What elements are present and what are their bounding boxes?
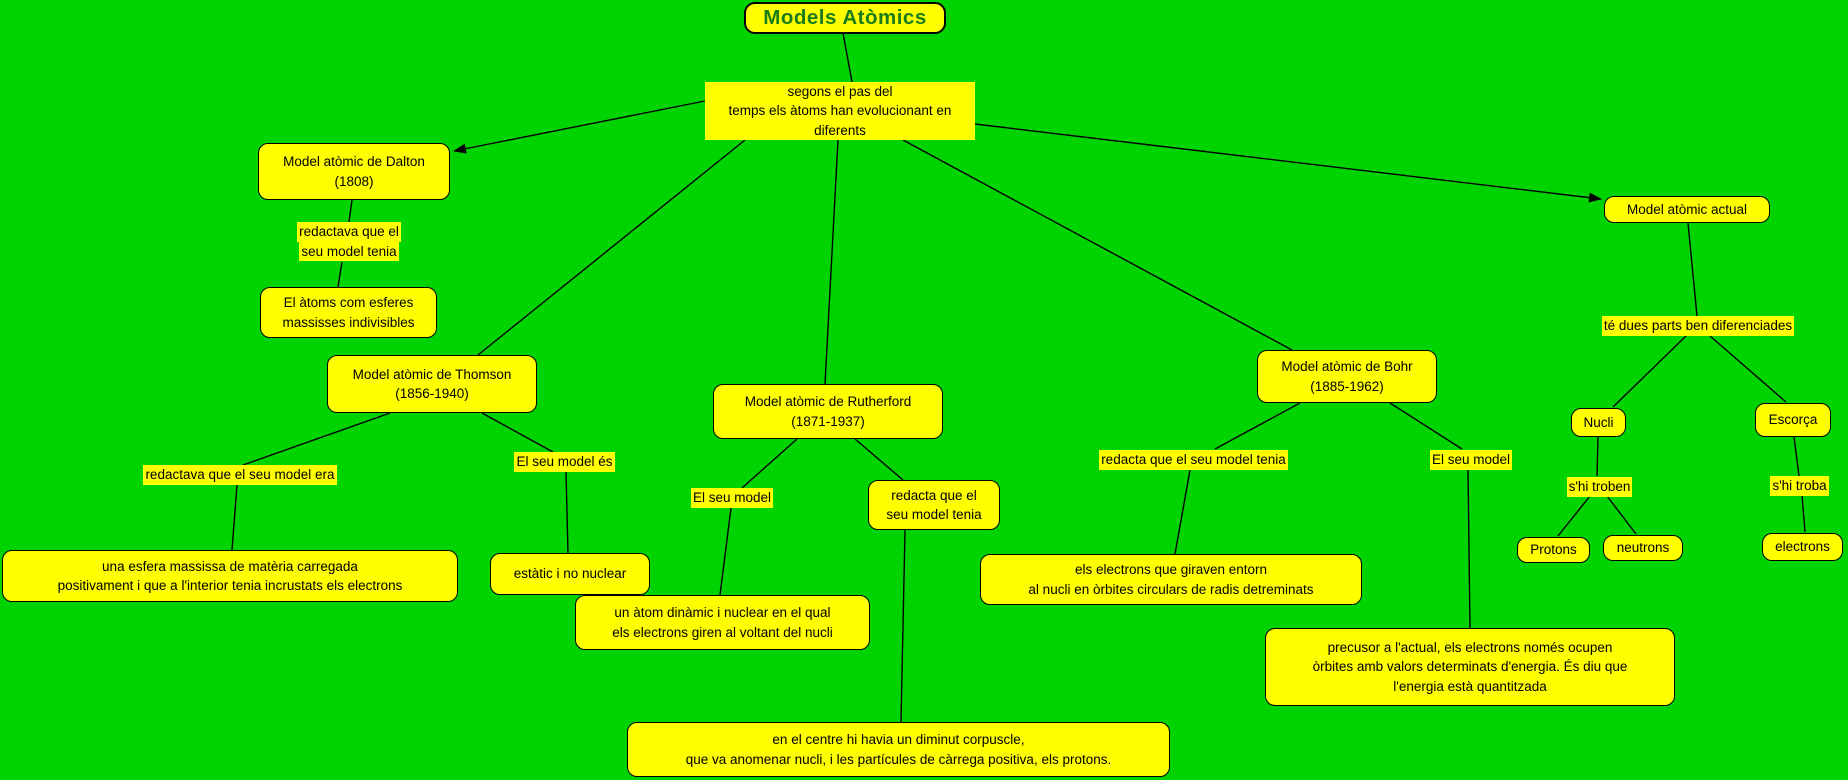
edge-link-to-electrons: [1802, 495, 1805, 532]
edge-link-to-protons: [1558, 496, 1590, 536]
node-thomson-text-line: (1856-1940): [395, 386, 469, 401]
node-neutrons-text-line: neutrons: [1616, 540, 1670, 556]
node-intro-text-line: diferents: [814, 122, 866, 138]
edge-right-link-to-centre: [901, 530, 905, 722]
edge-bohr-to-right-link: [1390, 403, 1462, 449]
edge-nucli-to-link: [1597, 437, 1598, 476]
node-escorca[interactable]: [1755, 403, 1831, 437]
node-rutherford[interactable]: [713, 384, 943, 439]
node-rutherford-desc2[interactable]: [627, 722, 1170, 777]
edge-intro-to-dalton: [454, 101, 705, 151]
node-intro[interactable]: [705, 82, 975, 140]
edge-title-to-intro: [843, 33, 852, 82]
node-thomson-link-left[interactable]: [123, 465, 357, 485]
node-bohr-desc-text-line: els electrons que giraven entorn: [1074, 562, 1268, 578]
edge-link-to-nucli: [1613, 336, 1686, 407]
node-bohr-desc[interactable]: [980, 554, 1362, 605]
node-escorca-text-line: Escorça: [1768, 412, 1818, 428]
node-bohr[interactable]: [1257, 350, 1437, 403]
edge-rutherford-to-right-link: [855, 439, 903, 480]
node-bohr-link-right-text-line: El seu model: [1430, 450, 1512, 470]
edge-actual-to-link: [1688, 223, 1697, 316]
node-thomson-desc-text-line: positivament i que a l'interior tenia incrustats els electrons: [57, 578, 403, 593]
edge-thomson-to-right-link: [482, 413, 553, 452]
node-bohr-text-line: (1885-1962): [1310, 378, 1384, 394]
node-actual-link[interactable]: [1579, 316, 1817, 336]
edge-dalton-to-link: [349, 200, 352, 222]
edge-escorca-to-link: [1794, 437, 1799, 476]
edge-link-to-escorca: [1710, 336, 1786, 402]
node-protons-text-line: Protons: [1530, 542, 1577, 558]
node-electrons[interactable]: [1762, 533, 1843, 561]
node-rutherford-desc-text-line: els electrons giren al voltant del nucli: [612, 624, 833, 640]
edge-link-to-dalton-desc: [338, 262, 342, 287]
node-rutherford-text-line: Model atòmic de Rutherford: [744, 394, 912, 410]
node-rutherford-desc[interactable]: [575, 595, 870, 650]
edge-intro-to-thomson: [478, 140, 745, 355]
node-rutherford-desc2-text-line: en el centre hi havia un diminut corpuscle,: [772, 732, 1025, 748]
node-escorca-link-text-line: s'hi troba: [1770, 476, 1828, 496]
node-thomson-desc-text-line: una esfera massissa de matèria carregada: [102, 558, 358, 574]
node-thomson[interactable]: [327, 355, 537, 413]
node-dalton-link[interactable]: [287, 222, 411, 261]
node-dalton-text-line: (1808): [334, 173, 374, 189]
node-thomson-desc[interactable]: [2, 550, 458, 602]
node-bohr-desc-text-line: al nucli en òrbites circulars de radis detreminats: [1028, 581, 1314, 597]
edge-thomson-to-left-link: [243, 413, 390, 465]
node-electrons-text-line: electrons: [1775, 539, 1830, 555]
node-bohr-desc2-text-line: l'energia està quantitzada: [1393, 678, 1547, 694]
node-rutherford-desc2-text-line: que va anomenar nucli, i les partícules de càrrega positiva, els protons.: [685, 751, 1112, 767]
node-rutherford-link-right[interactable]: [868, 480, 1000, 530]
node-dalton[interactable]: [258, 143, 450, 200]
node-dalton-desc[interactable]: [260, 287, 437, 338]
node-bohr-link-left-text-line: redacta que el seu model tenia: [1099, 450, 1288, 470]
edge-left-link-to-unatom: [720, 508, 731, 595]
node-neutrons[interactable]: [1603, 535, 1683, 561]
edge-intro-to-bohr: [903, 140, 1292, 350]
node-rutherford-text-line: (1871-1937): [791, 413, 865, 429]
edge-intro-to-actual: [975, 124, 1601, 199]
edge-bohr-to-left-link: [1215, 403, 1300, 449]
node-thomson-link-right[interactable]: [508, 452, 621, 472]
node-rutherford-link-right-text-line: redacta que el: [891, 487, 977, 503]
node-rutherford-link-right-text-line: seu model tenia: [886, 507, 982, 522]
edge-intro-to-rutherford: [825, 140, 838, 384]
node-rutherford-link-left-text-line: El seu model: [691, 488, 773, 508]
node-dalton-link-text-line: seu model tenia: [299, 242, 398, 262]
node-title-text-line: Models Atòmics: [763, 6, 927, 30]
node-escorca-link[interactable]: [1762, 476, 1837, 496]
node-thomson-desc2[interactable]: [490, 553, 650, 595]
node-title[interactable]: [744, 2, 946, 34]
node-bohr-link-left[interactable]: [1080, 450, 1307, 470]
edge-left-link-to-esfera: [232, 485, 237, 550]
node-nucli-link-text-line: s'hi troben: [1567, 477, 1633, 497]
node-nucli-link[interactable]: [1557, 477, 1642, 497]
edge-right-link-to-estatic: [566, 472, 568, 553]
node-dalton-link-text-line: redactava que el: [297, 222, 401, 242]
node-intro-text-line: segons el pas del: [787, 84, 893, 100]
node-bohr-desc2-text-line: òrbites amb valors determinats d'energia. És diu que: [1312, 659, 1628, 675]
node-actual-link-text-line: té dues parts ben diferenciades: [1602, 316, 1794, 336]
node-nucli[interactable]: [1571, 408, 1626, 437]
node-actual-text-line: Model atòmic actual: [1626, 201, 1748, 217]
node-dalton-desc-text-line: El àtoms com esferes: [283, 295, 414, 311]
node-bohr-desc2[interactable]: [1265, 628, 1675, 706]
node-dalton-desc-text-line: massisses indivisibles: [282, 314, 415, 330]
node-actual[interactable]: [1604, 196, 1770, 223]
node-bohr-link-right[interactable]: [1424, 450, 1518, 470]
node-thomson-link-right-text-line: El seu model és: [514, 452, 614, 472]
node-bohr-text-line: Model atòmic de Bohr: [1281, 359, 1413, 375]
edge-rutherford-to-left-link: [742, 439, 797, 488]
edge-left-link-to-giraven: [1175, 470, 1190, 554]
node-protons[interactable]: [1517, 537, 1590, 563]
node-nucli-text-line: Nucli: [1583, 414, 1614, 430]
edge-link-to-neutrons: [1607, 496, 1636, 534]
node-rutherford-desc-text-line: un àtom dinàmic i nuclear en el qual: [614, 605, 831, 621]
node-intro-text-line: temps els àtoms han evolucionant en: [728, 103, 952, 119]
node-thomson-link-left-text-line: redactava que el seu model era: [143, 465, 336, 485]
node-thomson-text-line: Model atòmic de Thomson: [352, 366, 512, 382]
node-dalton-text-line: Model atòmic de Dalton: [283, 154, 425, 170]
node-thomson-desc2-text-line: estàtic i no nuclear: [513, 566, 627, 582]
node-rutherford-link-left[interactable]: [686, 488, 778, 508]
node-bohr-desc2-text-line: precusor a l'actual, els electrons només ocupen: [1327, 640, 1613, 656]
edge-right-link-to-precusor: [1468, 470, 1470, 628]
